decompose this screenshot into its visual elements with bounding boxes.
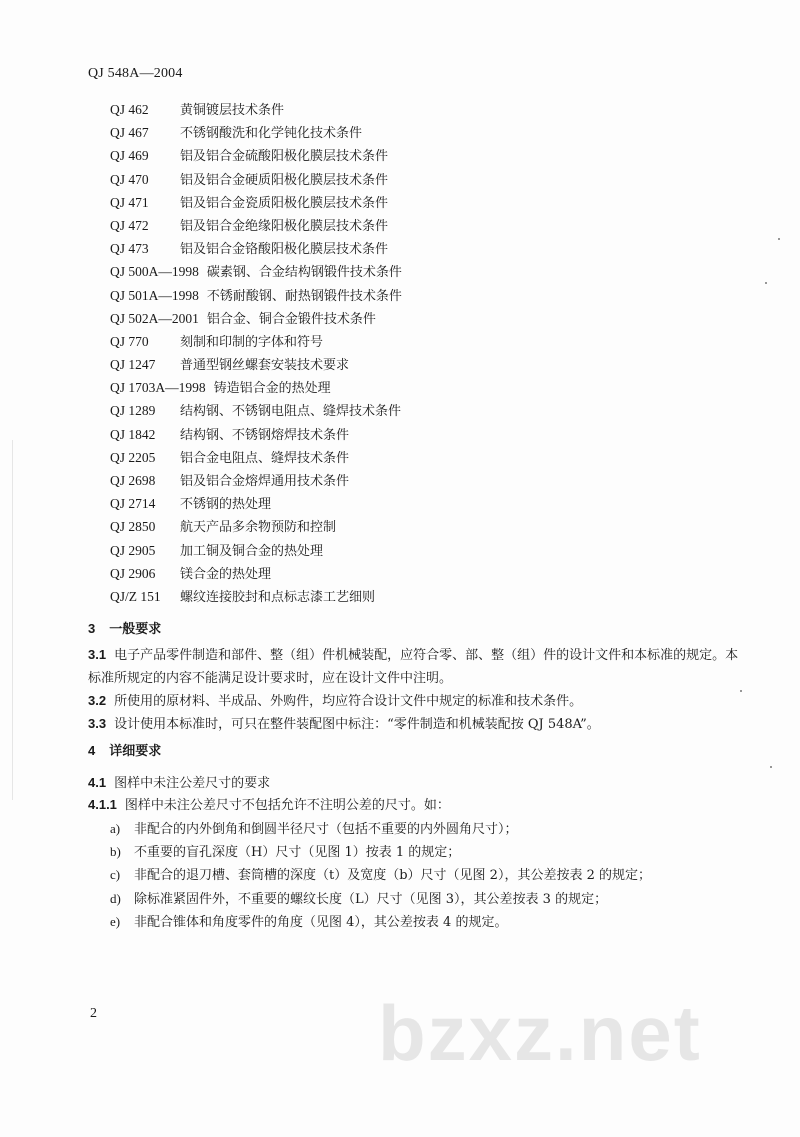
reference-item (110, 144, 710, 167)
list-item (110, 910, 750, 933)
reference-item (110, 562, 710, 585)
clause-number: 4.1.1 (88, 797, 117, 812)
reference-title: 结构钢、不锈钢电阻点、缝焊技术条件 (180, 404, 402, 420)
reference-title: 镁合金的热处理 (180, 566, 272, 582)
reference-item (110, 399, 710, 422)
scan-speck (765, 282, 767, 284)
reference-title: 螺纹连接胶封和点标志漆工艺细则 (180, 589, 376, 605)
clause-text: 电子产品零件制造和部件、整（组）件机械装配，应符合零、部、整（组）件的设计文件和本标准的规定。本标准所规定的内容不能满足设计要求时，应在设计文件中注明。 (88, 648, 739, 686)
reference-code: QJ 1703A—1998 (110, 380, 206, 396)
reference-code: QJ 470 (110, 171, 149, 187)
clause-text: 所使用的原材料、半成品、外购件，均应符合设计文件中规定的标准和技术条件。 (114, 694, 583, 709)
reference-title: 铝合金、铜合金锻件技术条件 (206, 311, 376, 327)
reference-item (110, 260, 710, 283)
reference-item (110, 353, 710, 376)
reference-item (110, 469, 710, 492)
list-marker: c) (110, 867, 121, 883)
clause-3-2 (88, 689, 748, 713)
reference-code: QJ 770 (110, 333, 149, 349)
reference-code: QJ 462 (110, 102, 149, 117)
clause-4-1-1 (88, 793, 748, 817)
list-item (110, 863, 750, 886)
reference-title: 碳素钢、合金结构钢锻件技术条件 (206, 265, 402, 281)
reference-item (110, 446, 710, 469)
reference-title: 铝及铝合金硫酸阳极化膜层技术条件 (180, 149, 389, 165)
reference-item (110, 539, 710, 562)
reference-title: 加工铜及铜合金的热处理 (180, 543, 324, 559)
reference-item (110, 330, 710, 353)
reference-code: QJ 502A—2001 (110, 310, 199, 326)
reference-item (110, 121, 710, 144)
reference-code: QJ/Z 151 (110, 588, 161, 604)
exception-list (110, 817, 750, 933)
section-title: 详细要求 (109, 744, 162, 759)
section-number: 3 (88, 621, 96, 636)
reference-title: 黄铜镀层技术条件 (180, 103, 285, 118)
reference-item (110, 98, 710, 121)
reference-code: QJ 471 (110, 194, 149, 210)
reference-item (110, 515, 710, 538)
section-4-heading (88, 740, 161, 759)
reference-code: QJ 473 (110, 241, 149, 257)
section-3-heading (88, 618, 161, 637)
list-item (110, 840, 750, 863)
reference-code: QJ 2205 (110, 449, 156, 465)
list-marker: d) (110, 890, 121, 906)
scan-edge-line (12, 440, 13, 800)
reference-code: QJ 2698 (110, 473, 156, 488)
reference-item (110, 191, 710, 214)
reference-title: 铝及铝合金熔焊通用技术条件 (180, 474, 350, 489)
reference-code: QJ 469 (110, 148, 149, 164)
reference-code: QJ 1842 (110, 426, 156, 442)
reference-code: QJ 1289 (110, 403, 156, 419)
reference-item (110, 284, 710, 307)
reference-item (110, 423, 710, 446)
list-item-text: 非配合锥体和角度零件的角度（见图 4），其公差按表 4 的规定。 (134, 914, 508, 930)
list-item-text: 不重要的盲孔深度（H）尺寸（见图 1）按表 1 的规定； (134, 845, 461, 861)
page-number: 2 (90, 1006, 97, 1021)
reference-title: 刻制和印制的字体和符号 (180, 334, 324, 350)
reference-code: QJ 1247 (110, 357, 156, 373)
clause-text: 图样中未注公差尺寸不包括允许不注明公差的尺寸。如： (124, 798, 450, 813)
clause-number: 3.1 (88, 647, 107, 662)
reference-title: 航天产品多余物预防和控制 (180, 520, 337, 536)
normative-references-list (110, 98, 710, 608)
reference-title: 不锈钢的热处理 (180, 497, 272, 513)
list-marker: a) (110, 821, 121, 836)
section-title: 一般要求 (109, 622, 162, 637)
clause-number: 4.1 (88, 775, 107, 790)
reference-item (110, 168, 710, 191)
reference-code: QJ 2714 (110, 496, 156, 512)
reference-title: 不锈钢酸洗和化学钝化技术条件 (180, 126, 363, 142)
clause-3-1 (88, 643, 748, 690)
scan-speck (770, 766, 772, 768)
reference-title: 铝合金电阻点、缝焊技术条件 (180, 450, 350, 466)
list-marker: e) (110, 913, 121, 929)
reference-title: 普通型钢丝螺套安装技术要求 (180, 358, 350, 374)
list-item (110, 887, 750, 910)
clause-number: 3.2 (88, 693, 107, 708)
clause-4-1-heading (88, 772, 270, 791)
list-item-text: 非配合的内外倒角和倒圆半径尺寸（包括不重要的内外圆角尺寸）； (134, 822, 518, 837)
reference-title: 铝及铝合金硬质阳极化膜层技术条件 (180, 172, 389, 188)
reference-title: 结构钢、不锈钢熔焊技术条件 (180, 427, 350, 443)
reference-item (110, 237, 710, 260)
clause-number: 3.3 (88, 716, 107, 731)
reference-item (110, 214, 710, 237)
reference-item (110, 492, 710, 515)
clause-title: 图样中未注公差尺寸的要求 (114, 776, 271, 791)
reference-title: 铸造铝合金的热处理 (213, 381, 331, 397)
reference-code: QJ 500A—1998 (110, 264, 199, 280)
section-number: 4 (88, 743, 96, 758)
reference-code: QJ 472 (110, 217, 149, 233)
list-item-text: 除标准紧固件外，不重要的螺纹长度（L）尺寸（见图 3），其公差按表 3 的规定； (134, 891, 608, 907)
list-marker: b) (110, 844, 121, 860)
clause-3-3 (88, 712, 748, 736)
clause-text: 设计使用本标准时，可只在整件装配图中标注：“零件制造和机械装配按 QJ 548A”。 (114, 717, 600, 732)
reference-code: QJ 2850 (110, 519, 156, 535)
watermark: bzxz.net (378, 989, 702, 1077)
list-item (110, 817, 750, 840)
reference-item (110, 585, 710, 608)
reference-code: QJ 2906 (110, 565, 156, 581)
reference-item (110, 376, 710, 399)
reference-title: 不锈耐酸钢、耐热钢锻件技术条件 (206, 288, 402, 304)
reference-code: QJ 2905 (110, 542, 156, 558)
scan-speck (778, 238, 780, 240)
reference-item (110, 307, 710, 330)
scan-speck (740, 690, 742, 692)
document-code-header: QJ 548A—2004 (88, 66, 183, 81)
reference-title: 铝及铝合金铬酸阳极化膜层技术条件 (180, 242, 389, 258)
list-item-text: 非配合的退刀槽、套筒槽的深度（t）及宽度（b）尺寸（见图 2），其公差按表 2 的规定； (134, 868, 651, 884)
reference-code: QJ 467 (110, 125, 149, 141)
reference-code: QJ 501A—1998 (110, 287, 199, 303)
reference-title: 铝及铝合金瓷质阳极化膜层技术条件 (180, 195, 389, 211)
reference-title: 铝及铝合金绝缘阳极化膜层技术条件 (180, 218, 389, 234)
